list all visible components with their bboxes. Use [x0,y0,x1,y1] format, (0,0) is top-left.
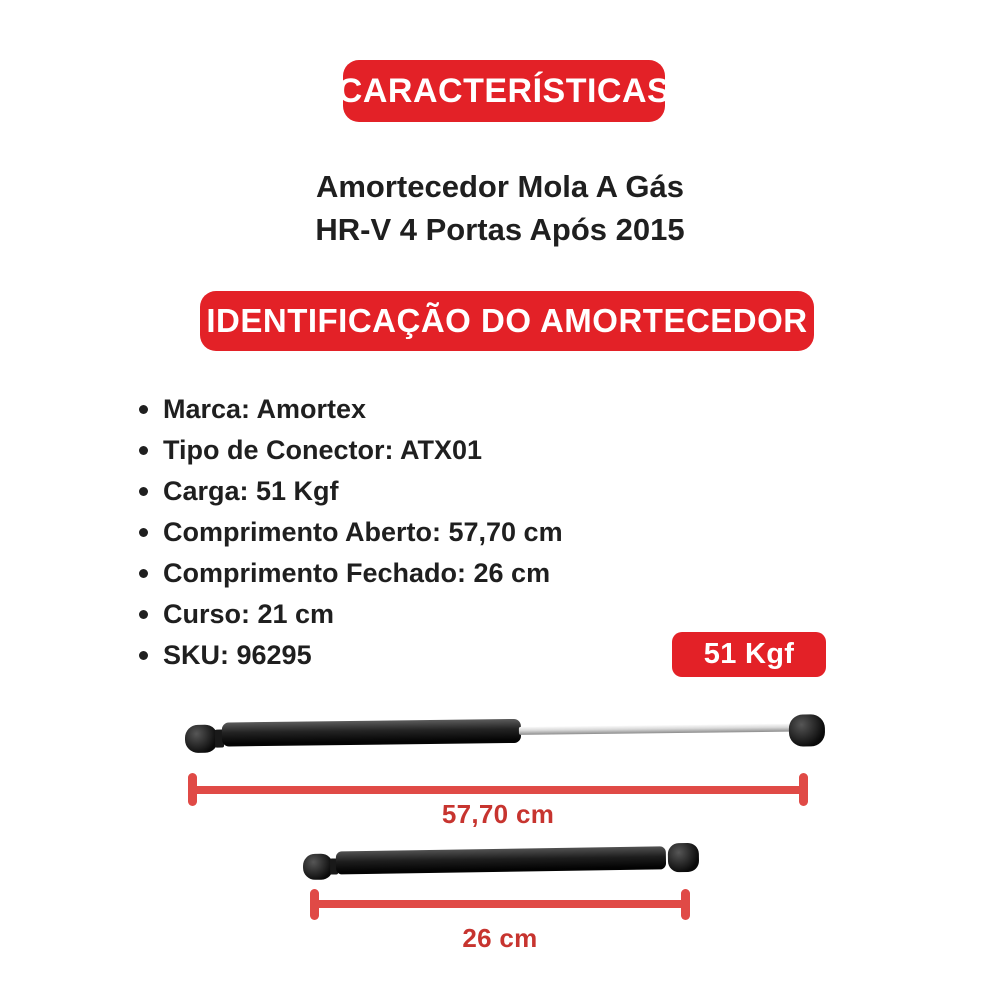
measure-tick-right [681,889,690,920]
open-length-label: 57,70 cm [441,799,555,829]
identification-section-badge: IDENTIFICAÇÃO DO AMORTECEDOR [200,291,814,351]
spec-item-load: Carga: 51 Kgf [139,471,563,512]
end-cap-left-icon [303,854,333,880]
characteristics-header-badge: CARACTERÍSTICAS [343,60,665,122]
end-cap-right-icon [668,843,699,872]
product-title-line2: HR-V 4 Portas Após 2015 [315,212,685,247]
spec-item-closed-length: Comprimento Fechado: 26 cm [139,553,563,594]
gas-spring-extended-image [185,708,828,762]
end-cap-right-icon [789,714,825,746]
cylinder-body [336,846,666,874]
spec-item-connector-type: Tipo de Conector: ATX01 [139,430,563,471]
cylinder-body [222,719,521,747]
product-title-line1: Amortecedor Mola A Gás [315,169,685,204]
spec-item-sku: SKU: 96295 [139,635,563,676]
measure-bar [193,786,803,794]
measure-bar [315,900,685,908]
end-cap-left-icon [185,725,218,753]
gas-spring-compressed-image [303,840,700,884]
load-capacity-badge: 51 Kgf [672,632,826,677]
piston-rod [519,724,791,735]
product-title [0,165,1000,251]
spec-item-open-length: Comprimento Aberto: 57,70 cm [139,512,563,553]
closed-length-label: 26 cm [462,923,538,953]
spec-item-brand: Marca: Amortex [139,389,563,430]
length-measure-closed [310,889,690,959]
spec-item-stroke: Curso: 21 cm [139,594,563,635]
length-measure-open [188,773,808,843]
spec-list [139,389,563,676]
